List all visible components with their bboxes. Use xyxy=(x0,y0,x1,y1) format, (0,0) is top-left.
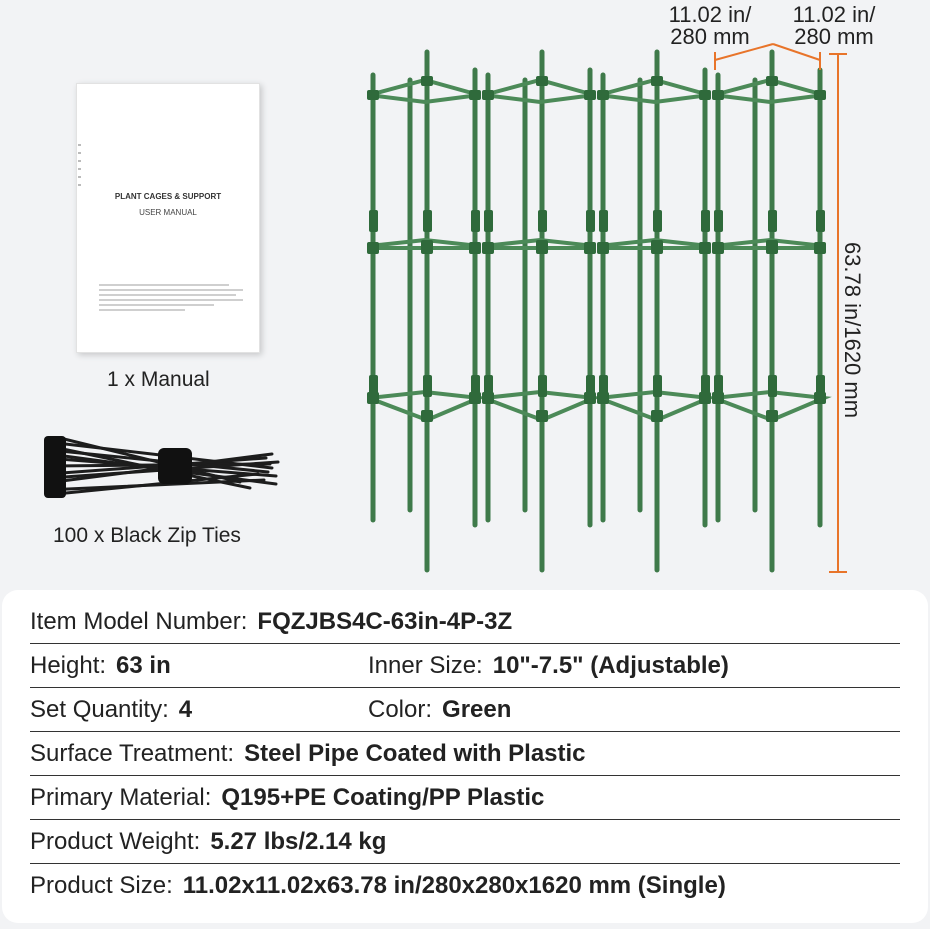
manual-label: 1 x Manual xyxy=(107,368,210,391)
spec-row-height-inner xyxy=(30,644,900,688)
spec-value: 4 xyxy=(178,695,193,723)
zip-ties-image xyxy=(40,428,280,508)
spec-value: FQZJBS4C-63in-4P-3Z xyxy=(257,607,513,635)
spec-label: Item Model Number: xyxy=(30,607,248,635)
spec-row-qty-color xyxy=(30,688,900,732)
spec-value: Steel Pipe Coated with Plastic xyxy=(244,739,586,767)
manual-fine-print xyxy=(99,284,243,314)
cage-2 xyxy=(482,52,596,570)
user-manual-image xyxy=(76,83,260,353)
spec-label: Surface Treatment: xyxy=(30,739,235,767)
spec-row-surface xyxy=(30,732,900,776)
spec-value: 10"-7.5" (Adjustable) xyxy=(492,651,729,679)
cage-4 xyxy=(712,52,826,570)
spec-label: Inner Size: xyxy=(368,651,483,679)
spec-value: Q195+PE Coating/PP Plastic xyxy=(221,783,545,811)
spec-row-material xyxy=(30,776,900,820)
spec-label: Product Weight: xyxy=(30,827,201,855)
cage-3 xyxy=(597,52,711,570)
spec-value: 5.27 lbs/2.14 kg xyxy=(210,827,387,855)
width-dimension-left: 11.02 in/ 280 mm xyxy=(668,2,752,49)
zip-ties-label: 100 x Black Zip Ties xyxy=(53,524,241,547)
spec-label: Product Size: xyxy=(30,871,173,899)
spec-label: Primary Material: xyxy=(30,783,212,811)
height-dimension: 63.78 in/1620 mm xyxy=(840,241,865,419)
spec-table xyxy=(2,590,928,923)
spec-row-weight xyxy=(30,820,900,864)
width-dimension-right: 11.02 in/ 280 mm xyxy=(792,2,876,49)
spec-label: Color: xyxy=(368,695,433,723)
plant-cages-image xyxy=(355,40,875,585)
spec-row-model xyxy=(30,600,900,644)
manual-title: PLANT CAGES & SUPPORT xyxy=(114,192,222,201)
spec-value: 11.02x11.02x63.78 in/280x280x1620 mm (Single) xyxy=(182,871,726,899)
spec-value: 63 in xyxy=(116,651,171,679)
cage-1 xyxy=(367,52,481,570)
spec-label: Height: xyxy=(30,651,107,679)
spec-row-size xyxy=(30,864,900,907)
manual-subtitle: USER MANUAL xyxy=(139,208,197,217)
spec-label: Set Quantity: xyxy=(30,695,169,723)
spec-value: Green xyxy=(442,695,512,723)
